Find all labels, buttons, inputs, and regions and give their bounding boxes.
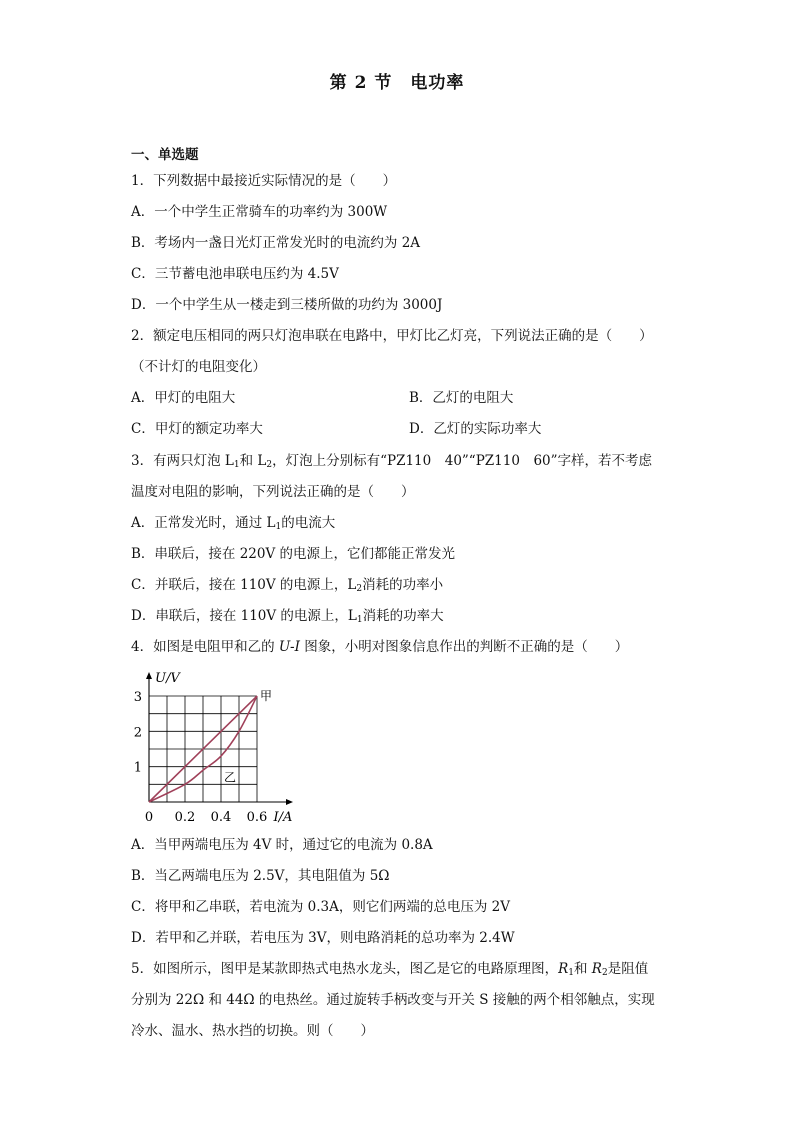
q2-option-b: B．乙灯的电阻大 bbox=[409, 390, 514, 406]
q2-stem-line1: 2．额定电压相同的两只灯泡串联在电路中，甲灯比乙灯亮，下列说法正确的是（ ） bbox=[131, 328, 653, 344]
q4-option-a: A．当甲两端电压为 4V 时，通过它的电流为 0.8A bbox=[131, 837, 433, 853]
section-heading: 一、单选题 bbox=[131, 147, 199, 163]
x-axis-arrow bbox=[286, 799, 293, 805]
q5-line2: 分别为 22Ω 和 44Ω 的电热丝。通过旋转手柄改变与开关 S 接触的两个相邻触点，实现 bbox=[131, 992, 655, 1008]
q2-option-d: D．乙灯的实际功率大 bbox=[409, 421, 542, 437]
x-tick-label: 0.2 bbox=[174, 810, 196, 824]
y-axis-label: U/V bbox=[155, 671, 180, 686]
q4-option-d: D．若甲和乙并联，若电压为 3V，则电路消耗的总功率为 2.4W bbox=[131, 930, 515, 946]
q1-option-b: B．考场内一盏日光灯正常发光时的电流约为 2A bbox=[131, 235, 421, 251]
x-tick-label: 0.6 bbox=[246, 810, 268, 824]
y-axis-arrow bbox=[146, 672, 152, 679]
page-title: 第 2 节 电功率 bbox=[329, 73, 465, 93]
y-tick-label: 1 bbox=[133, 760, 142, 776]
series-jia-label: 甲 bbox=[260, 689, 273, 703]
q3-option-c: C．并联后，接在 110V 的电源上，$L_2$消耗的功率小 bbox=[131, 577, 444, 594]
q2-stem-line2: （不计灯的电阻变化） bbox=[131, 359, 266, 375]
x-axis-label: I/A bbox=[273, 810, 293, 824]
q1-option-c: C．三节蓄电池串联电压约为 4.5V bbox=[131, 266, 339, 282]
q5-line1: 5．如图所示，图甲是某款即热式电热水龙头，图乙是它的电路原理图，$R_1$和 $R_2$是阻值 bbox=[131, 961, 649, 978]
series-yi-label: 乙 bbox=[224, 770, 237, 785]
q1-stem: 1．下列数据中最接近实际情况的是（ ） bbox=[131, 173, 397, 189]
q4-option-c: C．将甲和乙串联，若电流为 0.3A，则它们两端的总电压为 2V bbox=[131, 899, 510, 915]
q3-option-d: D．串联后，接在 110V 的电源上，$L_1$消耗的功率大 bbox=[131, 608, 444, 625]
q3-stem-line2: 温度对电阻的影响，下列说法正确的是（ ） bbox=[131, 484, 415, 500]
q4-option-b: B．当乙两端电压为 2.5V，其电阻值为 5Ω bbox=[131, 868, 390, 884]
q1-option-a: A．一个中学生正常骑车的功率约为 300W bbox=[131, 204, 388, 220]
q4-stem: 4．如图是电阻甲和乙的 U-I 图象，小明对图象信息作出的判断不正确的是（ ） bbox=[131, 639, 629, 655]
x-tick-label: 0 bbox=[144, 810, 154, 824]
ui-graph-chart bbox=[128, 664, 308, 824]
y-tick-label: 2 bbox=[133, 725, 142, 741]
q5-line3: 冷水、温水、热水挡的切换。则（ ） bbox=[131, 1023, 374, 1039]
y-tick-label: 3 bbox=[133, 690, 142, 705]
q3-stem-line1: 3．有两只灯泡 $L_1$和 $L_2$，灯泡上分别标有“PZ110 40”“PZ110 60”字样，若不考虑 bbox=[131, 453, 653, 470]
x-tick-label: 0.4 bbox=[210, 810, 232, 824]
q3-option-b: B．串联后，接在 220V 的电源上，它们都能正常发光 bbox=[131, 546, 456, 562]
q1-option-d: D．一个中学生从一楼走到三楼所做的功约为 3000J bbox=[131, 297, 443, 313]
q3-option-a: A．正常发光时，通过 $L_1$的电流大 bbox=[131, 515, 336, 532]
q2-option-a: A．甲灯的电阻大 bbox=[131, 390, 236, 406]
q2-option-c: C．甲灯的额定功率大 bbox=[131, 421, 263, 437]
